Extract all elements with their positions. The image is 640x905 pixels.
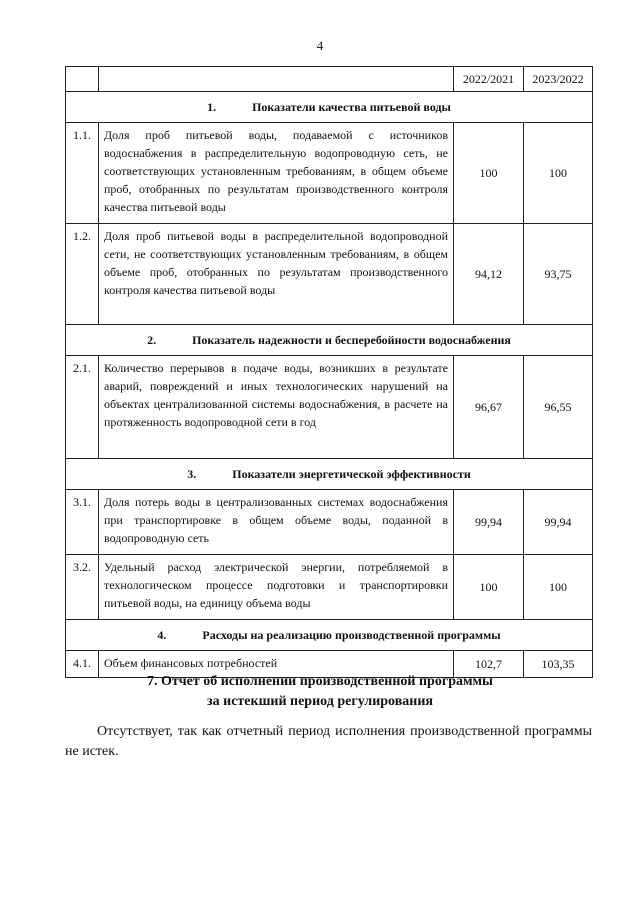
row-description: Объем финансовых потребностей xyxy=(99,651,454,678)
report-title-line2: за истекший период регулирования xyxy=(207,694,433,709)
row-value-2022: 94,12 xyxy=(454,224,524,325)
row-value-2023: 93,75 xyxy=(524,224,593,325)
row-number: 2.1. xyxy=(66,356,99,459)
row-number: 1.2. xyxy=(66,224,99,325)
row-description: Доля проб питьевой воды в распределительной водопроводной сети, не соответствующих установленным требованиям, в общем объеме проб, отобранных по результатам производственного контроля качества питьевой воды xyxy=(99,224,454,325)
report-heading xyxy=(0,672,640,712)
table-row xyxy=(66,224,593,325)
row-value-2023: 103,35 xyxy=(524,651,593,678)
section-title-text: Показатель надежности и бесперебойности водоснабжения xyxy=(192,333,511,347)
row-value-2023: 99,94 xyxy=(524,490,593,555)
row-value-2022: 96,67 xyxy=(454,356,524,459)
section-title xyxy=(66,92,593,123)
report-body-text: Отсутствует, так как отчетный период исполнения производственной программы не истек. xyxy=(65,724,592,759)
row-number: 3.2. xyxy=(66,555,99,620)
row-value-2023: 100 xyxy=(524,555,593,620)
row-value-2023: 96,55 xyxy=(524,356,593,459)
section-row xyxy=(66,620,593,651)
section-title-text: Расходы на реализацию производственной программы xyxy=(202,628,501,642)
section-row xyxy=(66,92,593,123)
header-cell-2023: 2023/2022 xyxy=(524,67,593,92)
section-number: 3. xyxy=(187,467,197,481)
row-value-2022: 100 xyxy=(454,555,524,620)
row-description: Количество перерывов в подаче воды, возникших в результате аварий, повреждений и иных технологических нарушений на объектах централизованной системы водоснабжения, в расчете на протяженность водопроводной сети в год xyxy=(99,356,454,459)
section-title-text: Показатели качества питьевой воды xyxy=(252,100,451,114)
table-row xyxy=(66,490,593,555)
header-cell-desc xyxy=(99,67,454,92)
row-value-2022: 99,94 xyxy=(454,490,524,555)
row-value-2023: 100 xyxy=(524,123,593,224)
row-description: Доля проб питьевой воды, подаваемой с источников водоснабжения в распределительную водопроводную сеть, не соответствующих установленным требованиям, в общем объеме проб, отобранных по результатам производственного контроля качества питьевой воды xyxy=(99,123,454,224)
section-number: 4. xyxy=(157,628,167,642)
indicators-table xyxy=(65,66,593,678)
row-number: 3.1. xyxy=(66,490,99,555)
row-value-2022: 102,7 xyxy=(454,651,524,678)
page-number: 4 xyxy=(316,38,324,53)
header-cell-2022: 2022/2021 xyxy=(454,67,524,92)
section-row xyxy=(66,459,593,490)
table-row xyxy=(66,555,593,620)
header-cell-no xyxy=(66,67,99,92)
section-number: 2. xyxy=(147,333,157,347)
table-row xyxy=(66,123,593,224)
row-number: 1.1. xyxy=(66,123,99,224)
row-description: Удельный расход электрической энергии, потребляемой в технологическом процессе подготовки и транспортировки питьевой воды, на единицу объема воды xyxy=(99,555,454,620)
table-row xyxy=(66,356,593,459)
section-title xyxy=(66,620,593,651)
section-title-text: Показатели энергетической эффективности xyxy=(232,467,471,481)
report-title-line1: 7. Отчет об исполнении производственной программы xyxy=(146,674,493,689)
section-title xyxy=(66,459,593,490)
row-description: Доля потерь воды в централизованных системах водоснабжения при транспортировке в общем объеме воды, поданной в водопроводную сеть xyxy=(99,490,454,555)
header-row xyxy=(66,67,593,92)
section-row xyxy=(66,325,593,356)
row-value-2022: 100 xyxy=(454,123,524,224)
row-number: 4.1. xyxy=(66,651,99,678)
section-title xyxy=(66,325,593,356)
section-number: 1. xyxy=(207,100,217,114)
